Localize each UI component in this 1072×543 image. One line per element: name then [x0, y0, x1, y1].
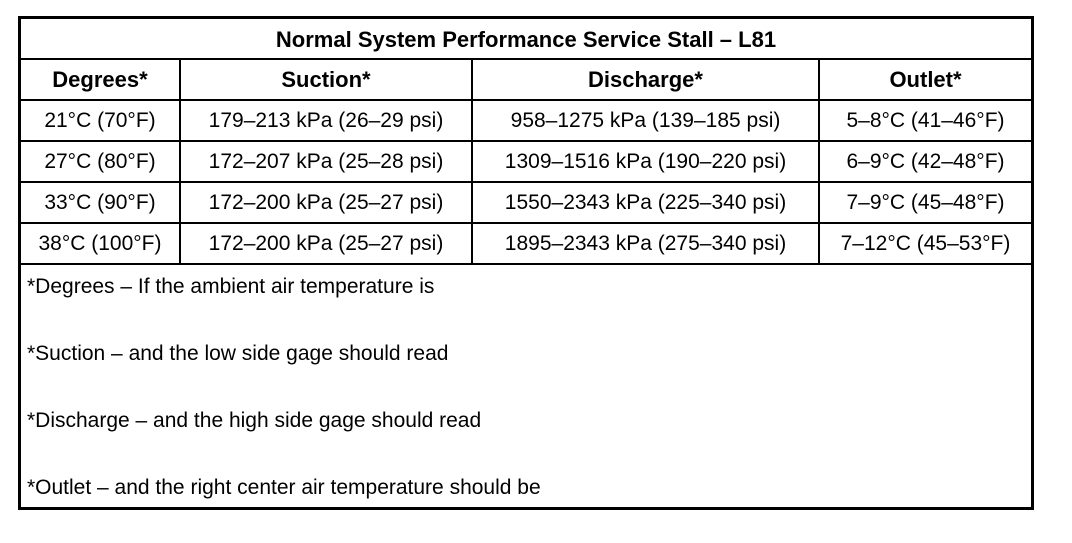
- cell-discharge: 1550–2343 kPa (225–340 psi): [473, 183, 820, 224]
- header-discharge: Discharge*: [473, 60, 820, 101]
- note-suction: *Suction – and the low side gage should read: [27, 342, 449, 365]
- cell-outlet: 7–12°C (45–53°F): [820, 224, 1031, 265]
- note-outlet: *Outlet – and the right center air temperature should be: [27, 476, 541, 499]
- cell-discharge: 958–1275 kPa (139–185 psi): [473, 101, 820, 142]
- cell-discharge: 1309–1516 kPa (190–220 psi): [473, 142, 820, 183]
- cell-degrees: 27°C (80°F): [21, 142, 181, 183]
- table-title: Normal System Performance Service Stall – L81: [21, 19, 1031, 60]
- cell-outlet: 6–9°C (42–48°F): [820, 142, 1031, 183]
- table-notes: [21, 265, 1031, 507]
- cell-degrees: 38°C (100°F): [21, 224, 181, 265]
- header-suction: Suction*: [181, 60, 473, 101]
- cell-degrees: 21°C (70°F): [21, 101, 181, 142]
- table-row: [21, 224, 1031, 265]
- cell-degrees: 33°C (90°F): [21, 183, 181, 224]
- cell-discharge: 1895–2343 kPa (275–340 psi): [473, 224, 820, 265]
- cell-suction: 172–200 kPa (25–27 psi): [181, 183, 473, 224]
- table-row: [21, 142, 1031, 183]
- header-outlet: Outlet*: [820, 60, 1031, 101]
- cell-outlet: 5–8°C (41–46°F): [820, 101, 1031, 142]
- note-discharge: *Discharge – and the high side gage should read: [27, 409, 482, 432]
- cell-outlet: 7–9°C (45–48°F): [820, 183, 1031, 224]
- cell-suction: 172–200 kPa (25–27 psi): [181, 224, 473, 265]
- header-degrees: Degrees*: [21, 60, 181, 101]
- header-row: [21, 60, 1031, 101]
- table-row: [21, 183, 1031, 224]
- performance-table: [18, 16, 1034, 510]
- table-row: [21, 101, 1031, 142]
- note-degrees: *Degrees – If the ambient air temperature is: [27, 275, 435, 298]
- cell-suction: 172–207 kPa (25–28 psi): [181, 142, 473, 183]
- cell-suction: 179–213 kPa (26–29 psi): [181, 101, 473, 142]
